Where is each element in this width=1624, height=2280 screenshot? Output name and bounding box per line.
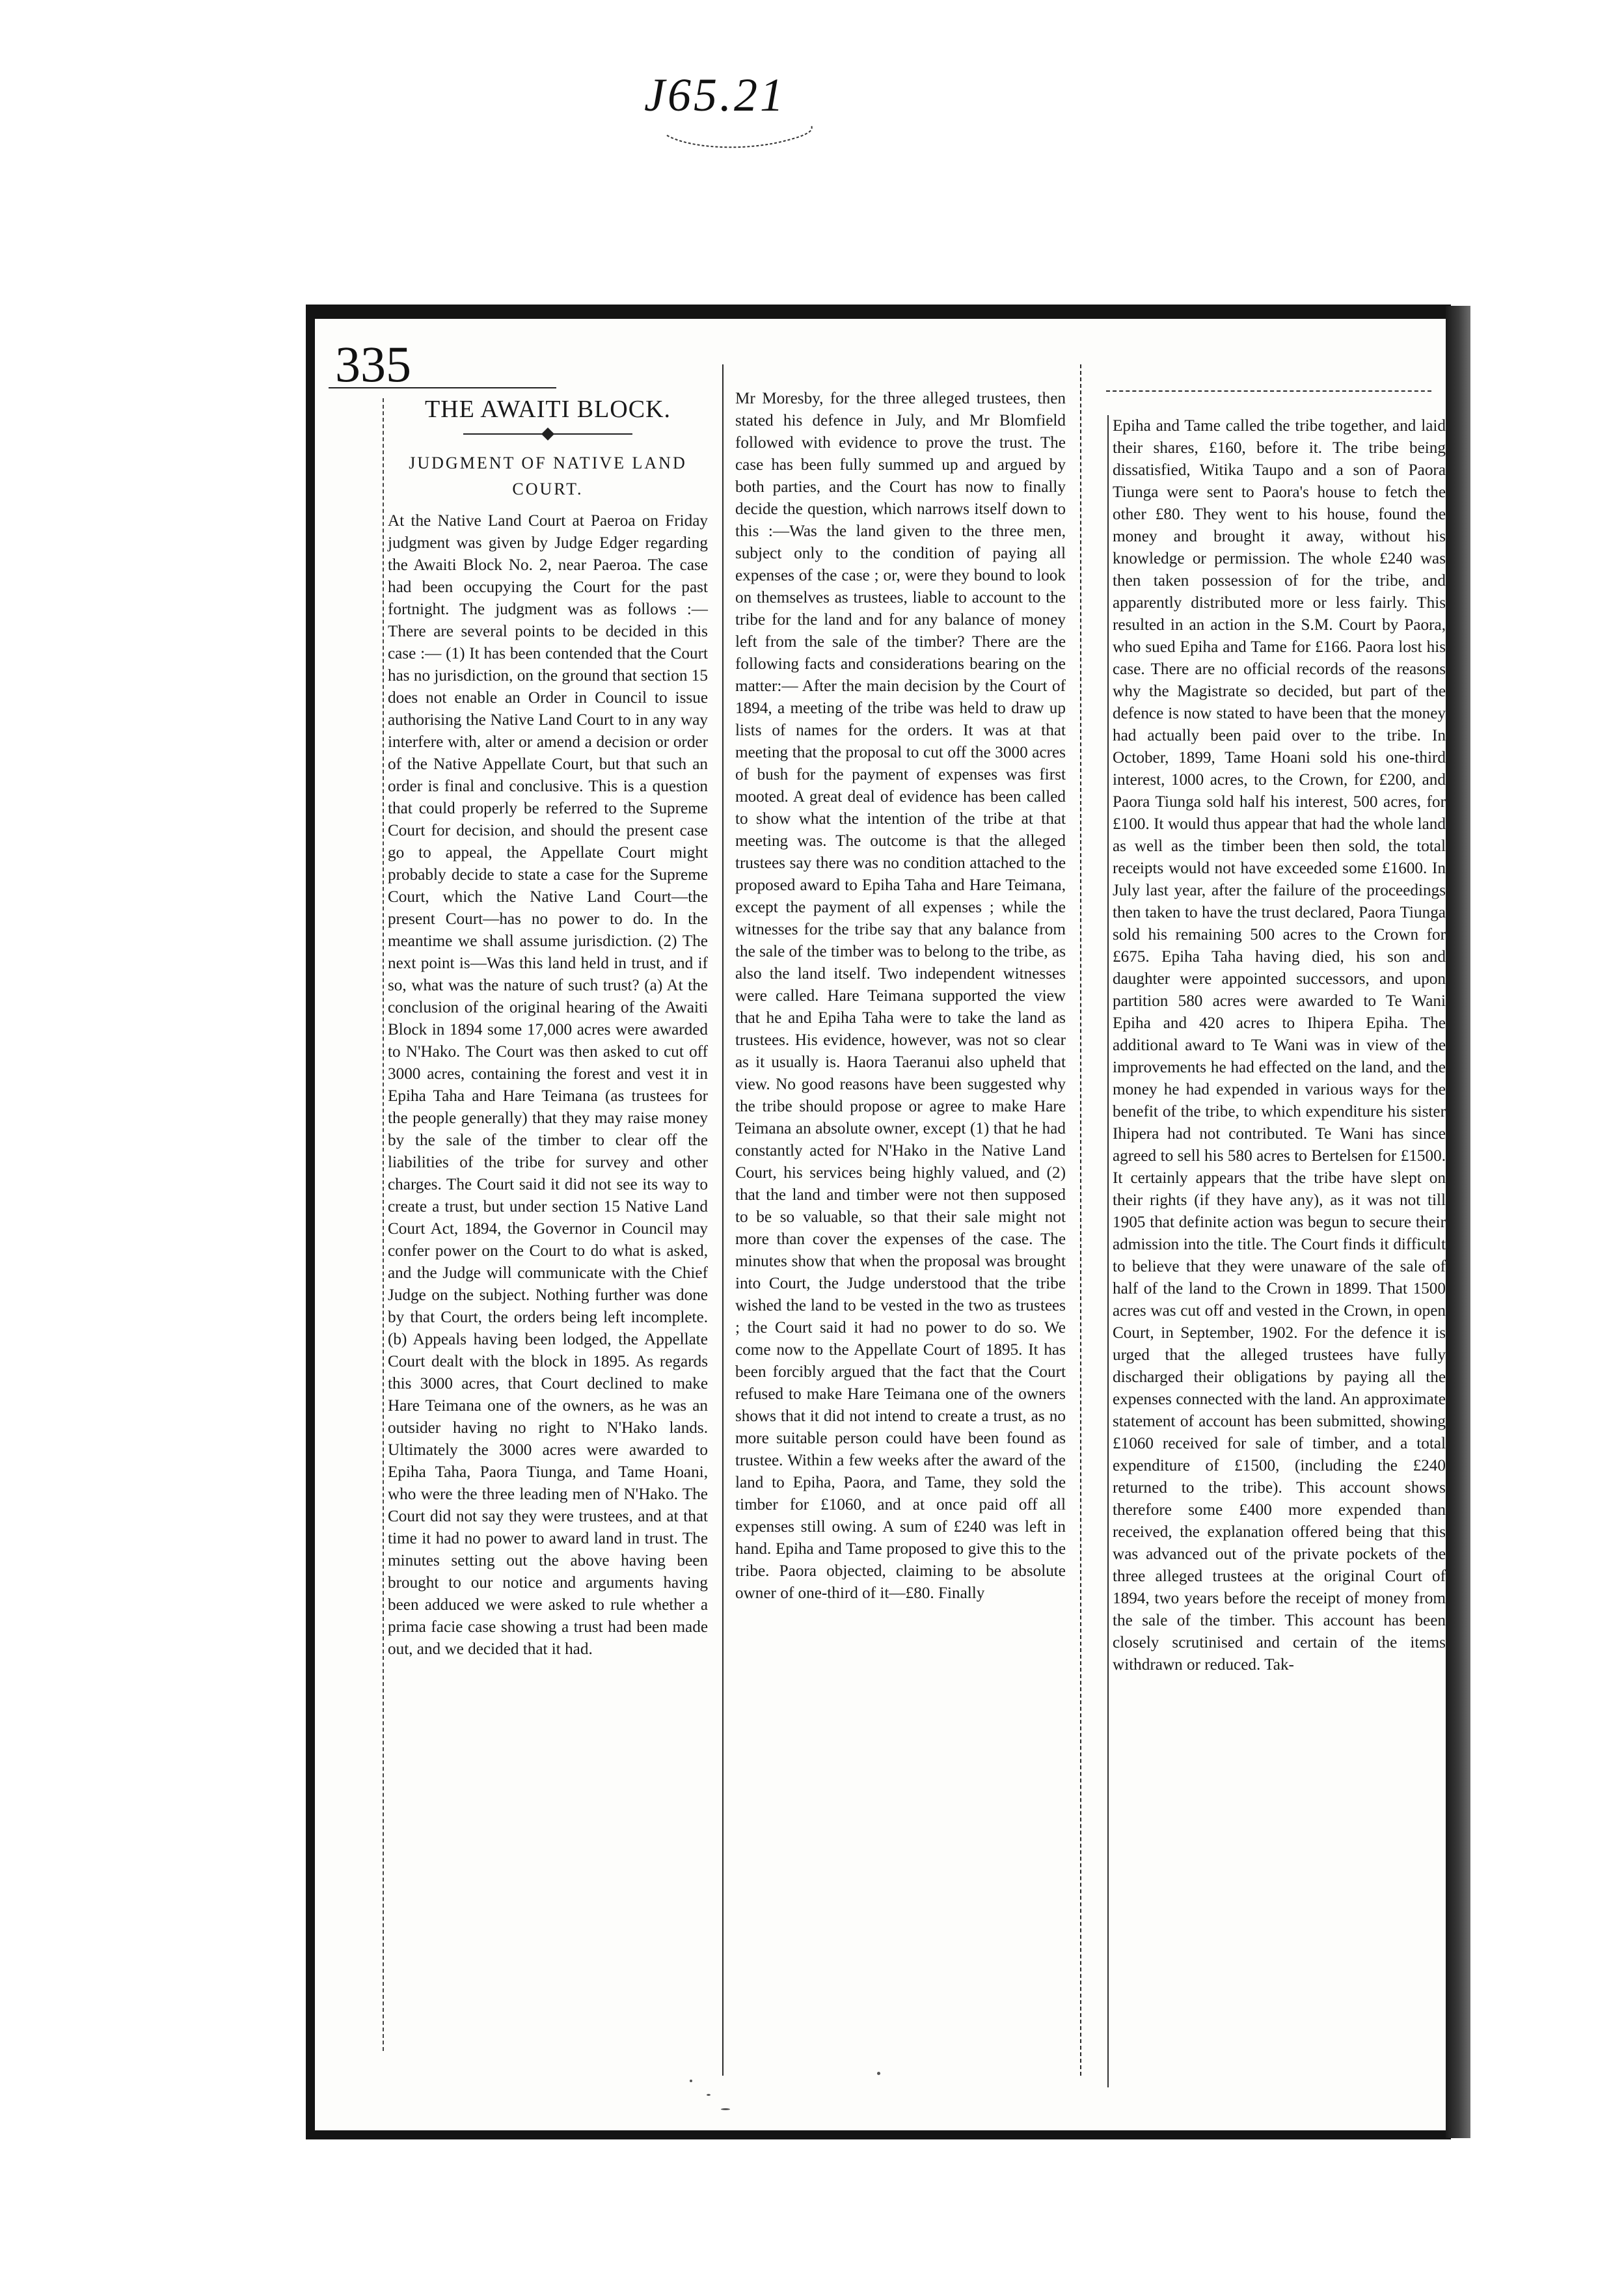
column-3-top-rule bbox=[1106, 390, 1431, 392]
article-text-column-1: At the Native Land Court at Paeroa on Friday judgment was given by Judge Edger regarding the Awaiti Block No. 2, near Paeroa. The case had been occupying the Court for the past fortnight. The judgment was as follows :— There are several points to be decided in this case :— (1) It has been contended that the Court has no jurisdiction, on the ground that section 15 does not enable an Order in Council to issue authorising the Native Land Court to in any way interfere with, alter or amend a decision or order of the Native Appellate Court, but that such an order is final and conclusive. This is a question that could properly be referred to the Supreme Court for decision, and should the present case go to appeal, the Appellate Court might probably decide to state a case for the Supreme Court, which the Native Land Court—the present Court—has no power to do. In the meantime we shall assume jurisdiction. (2) The next point is—Was this land held in trust, and if so, what was the nature of such trust? (a) At the conclusion of the original hearing of the Awaiti Block in 1894 some 17,000 acres were awarded to N'Hako. The Court was then asked to cut off 3000 acres, containing the forest and vest it in Epiha Taha and Hare Teimana (as trustees for the people generally) that they may raise money by the sale of the timber to clear off the liabilities of the tribe for survey and other charges. The Court said it did not see its way to create a trust, but under section 15 Native Land Court Act, 1894, the Governor in Council may confer power on the Court to do what is asked, and the Judge will communicate with the Chief Judge on the subject. Nothing further was done by that Court, the orders being left incomplete. (b) Appeals having been lodged, the Appellate Court dealt with the block in 1895. As regards this 3000 acres, that Court declined to make Hare Teimana one of the owners, as he was an outsider having no right to N'Hako lands. Ultimately the 3000 acres were awarded to Epiha Taha, Paora Tiunga, and Tame Hoani, who were the three leading men of N'Hako. The Court did not say they were trustees, and at that time it had no power to award land in trust. The minutes setting out the above having been brought to our notice and arguments having been adduced we were asked to rule whether a prima facie case showing a trust had been made out, and we decided that it had. bbox=[388, 512, 708, 1658]
page-number-rule bbox=[329, 387, 556, 388]
article-column-3 bbox=[1107, 415, 1446, 2087]
scan-speck bbox=[690, 2080, 692, 2082]
article-headline: THE AWAITI BLOCK. bbox=[424, 396, 671, 423]
article-subheadline: JUDGMENT OF NATIVE LAND COURT. bbox=[409, 454, 687, 498]
scan-speck bbox=[707, 2094, 710, 2096]
column-rule-left bbox=[722, 364, 724, 2076]
headline-ornament bbox=[450, 426, 645, 442]
column-rule-middle bbox=[1080, 364, 1081, 2076]
article-text-column-3: Epiha and Tame called the tribe together, and laid their shares, £160, before it. The tribe being dissatisfied, Witika Taupo and a son of Paora Tiunga were sent to Paora's house to fetch the other £80. They went to his house, found the money and brought it away, without his knowledge or permission. The whole £240 was then taken possession of for the tribe, and apparently distributed more or less fairly. This resulted in an action in the S.M. Court by Paora, who sued Epiha and Tame for £166. Paora lost his case. There are no official records of the reasons why the Magistrate so decided, but part of the defence is now stated to have been that the money had actually been paid over to the tribe. In October, 1899, Tame Hoani sold his one-third interest, 1000 acres, to the Crown, for £200, and Paora Tiunga sold half his interest, 500 acres, for £100. It would thus appear that had the whole land as well as the timber been then sold, the total receipts would not have exceeded some £1600. In July last year, after the failure of the proceedings then taken to have the trust declared, Paora Tiunga sold his remaining 500 acres to the Crown for £675. Epiha Taha having died, his son and daughter were appointed successors, and upon partition 580 acres were awarded to Te Wani Epiha and 420 acres to Ihipera Epiha. The additional award to Te Wani was in view of the improvements he had effected on the land, and the money he had expended in various ways for the benefit of the tribe, to which expenditure his sister Ihipera had not contributed. Te Wani has since agreed to sell his 580 acres to Bertelsen for £1500. It certainly appears that the tribe have slept on their rights (if they have any), as it was not till 1905 that definite action was begun to secure their admission into the title. The Court finds it difficult to believe that they were unaware of the sale of half of the land to the Crown in 1899. That 1500 acres was cut off and vested in the Crown, in open Court, in September, 1902. For the defence it is urged that the alleged trustees have fully discharged their obligations by paying all the expenses connected with the land. An approximate statement of account has been submitted, showing £1060 received for sale of timber, and a total expenditure of £1500, (including the £240 returned to the tribe). This account shows therefore some £400 more expended than received, the explanation offered being that this was advanced out of the private pockets of the three alleged trustees at the original Court of 1894, two years before the receipt of money from the sale of the timber. This account has been closely scrutinised and certain of the items withdrawn or reduced. Tak- bbox=[1113, 417, 1446, 1674]
reference-underline-mark bbox=[664, 124, 813, 150]
archive-reference: J65.21 bbox=[644, 69, 786, 121]
scan-speck bbox=[877, 2072, 880, 2075]
page-number: 335 bbox=[335, 336, 411, 392]
scan-speck bbox=[721, 2108, 730, 2110]
article-column-2 bbox=[735, 388, 1066, 2067]
article-text-column-2: Mr Moresby, for the three alleged trustees, then stated his defence in July, and Mr Blomfield followed with evidence to prove the trust. The case has been fully summed up and argued by both parties, and the Court has now to finally decide the question, which narrows itself down to this :—Was the land given to the three men, subject only to the condition of paying all expenses of the case ; or, were they bound to look on themselves as trustees, liable to account to the tribe for the land and for any balance of money left from the sale of the timber? There are the following facts and considerations bearing on the matter:— After the main decision by the Court of 1894, a meeting of the tribe was held to draw up lists of names for the orders. It was at that meeting that the proposal to cut off the 3000 acres of bush for the payment of expenses was first mooted. A great deal of evidence has been called to show what the intention of the tribe at that meeting was. The outcome is that the alleged trustees say there was no condition attached to the proposed award to Epiha Taha and Hare Teimana, except the payment of all expenses ; while the witnesses for the tribe say that any balance from the sale of the timber was to belong to the tribe, as also the land itself. Two independent witnesses were called. Hare Teimana supported the view that he and Epiha Taha were to take the land as trustees. His evidence, however, was not so clear as it usually is. Haora Taeranui also upheld that view. No good reasons have been suggested why the tribe should propose or agree to make Hare Teimana an absolute owner, except (1) that he had constantly acted for N'Hako in the Native Land Court, his services being highly valued, and (2) that the land and timber were not then supposed to be so valuable, so that their sale might not more than cover the expenses of the case. The minutes show that when the proposal was brought into Court, the Judge understood that the tribe wished the land to be vested in the two as trustees ; the Court said it had no power to do so. We come now to the Appellate Court of 1895. It has been forcibly argued that the fact that the Court refused to make Hare Teimana one of the owners shows that it did not intend to create a trust, as no more suitable person could have been found as trustee. Within a few weeks after the award of the land to Epiha, Paora, and Tame, they sold the timber for £1060, and at once paid off all expenses still owing. A sum of £240 was left in hand. Epiha and Tame proposed to give this to the tribe. Paora objected, claiming to be absolute owner of one-third of it—£80. Finally bbox=[735, 390, 1066, 1602]
clipping-edge-shadow bbox=[1446, 306, 1470, 2138]
article-column-1 bbox=[383, 398, 708, 2051]
